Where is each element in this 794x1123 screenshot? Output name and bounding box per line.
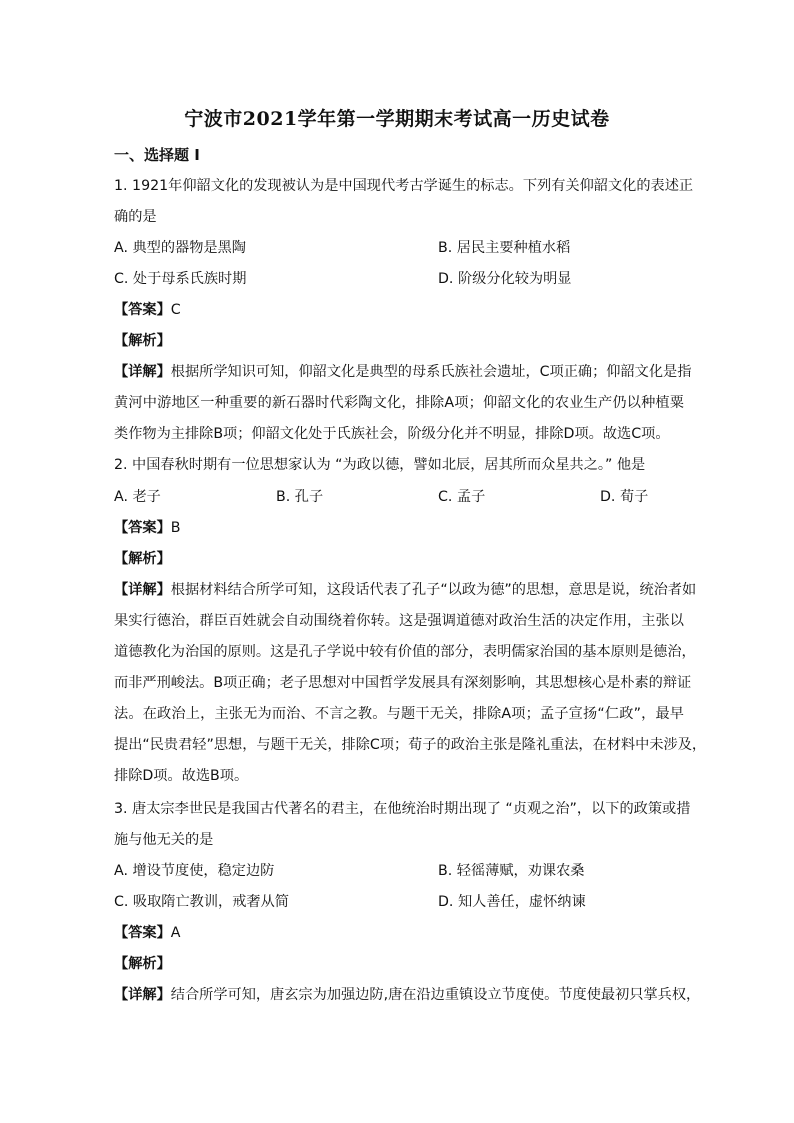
q3-stem-line-2: 施与他无关的是 [114, 832, 214, 848]
section-heading: 一、选择题 I [114, 146, 200, 164]
q2-option-a: A. 老子 [114, 489, 161, 505]
q3-detail-line-1 [114, 985, 701, 1005]
answer-value: B [170, 520, 181, 536]
q3-answer [114, 923, 684, 943]
answer-value: A [170, 925, 181, 941]
q1-detail-line-1 [114, 362, 692, 382]
q2-detail-line-4: 而非严刑峻法。B项正确；老子思想对中国哲学发展具有深刻影响，其思想核心是朴素的辩证 [114, 675, 692, 691]
q1-stem-line-2: 确的是 [114, 209, 157, 225]
q1-answer [114, 300, 684, 320]
q1-analysis-label: 【解析】 [114, 333, 171, 349]
q2-detail-line-3: 道德教化为治国的原则。这是孔子学说中较有价值的部分，表明儒家治国的基本原则是德治， [114, 644, 696, 660]
q2-option-b: B. 孔子 [276, 489, 324, 505]
q3-option-a: A. 增设节度使，稳定边防 [114, 863, 275, 879]
q3-option-b: B. 轻徭薄赋，劝课农桑 [438, 863, 585, 879]
detail-text: 根据所学知识可知，仰韶文化是典型的母系氏族社会遗址，C项正确；仰韶文化是指 [170, 364, 692, 380]
q1-option-c: C. 处于母系氏族时期 [114, 271, 247, 287]
q2-detail-line-5: 法。在政治上，主张无为而治、不言之教。与题干无关，排除A项；孟子宣扬“仁政”，最早 [114, 706, 684, 722]
detail-text: 结合所学可知，唐玄宗为加强边防,唐在沿边重镇设立节度使。节度使最初只掌兵权， [170, 987, 701, 1003]
q2-analysis-label: 【解析】 [114, 551, 171, 567]
q2-option-d: D. 荀子 [600, 489, 649, 505]
q1-stem-line-1: 1. 1921年仰韶文化的发现被认为是中国现代考古学诞生的标志。下列有关仰韶文化的表述正 [114, 178, 694, 194]
answer-label: 【答案】 [114, 302, 171, 318]
q2-detail-line-7: 排除D项。故选B项。 [114, 768, 249, 784]
answer-label: 【答案】 [114, 520, 171, 536]
q2-option-c: C. 孟子 [438, 489, 486, 505]
q3-stem-line-1: 3. 唐太宗李世民是我国古代著名的君主，在他统治时期出现了 “贞观之治”，以下的政策或措 [114, 801, 691, 817]
detail-label: 【详解】 [114, 364, 171, 380]
detail-label: 【详解】 [114, 987, 171, 1003]
q3-analysis-label: 【解析】 [114, 956, 171, 972]
page-title: 宁波市2021学年第一学期期末考试高一历史试卷 [184, 108, 610, 130]
q2-detail-line-2: 果实行德治，群臣百姓就会自动围绕着你转。这是强调道德对政治生活的决定作用，主张以 [114, 613, 684, 629]
q2-stem: 2. 中国春秋时期有一位思想家认为 “为政以德，譬如北辰，居其所而众星共之。” 他是 [114, 457, 646, 473]
answer-label: 【答案】 [114, 925, 171, 941]
detail-text: 根据材料结合所学可知，这段话代表了孔子“以政为德”的思想，意思是说，统治者如 [170, 582, 697, 598]
q3-option-d: D. 知人善任，虚怀纳谏 [438, 894, 586, 910]
q3-option-c: C. 吸取隋亡教训，戒奢从简 [114, 894, 289, 910]
q1-detail-line-2: 黄河中游地区一种重要的新石器时代彩陶文化，排除A项；仰韶文化的农业生产仍以种植粟 [114, 395, 684, 411]
q2-answer [114, 518, 684, 538]
q2-detail-line-6: 提出“民贵君轻”思想，与题干无关，排除C项；荀子的政治主张是隆礼重法，在材料中未涉及， [114, 737, 707, 753]
q2-detail-line-1 [114, 580, 697, 600]
q1-detail-line-3: 类作物为主排除B项；仰韶文化处于氏族社会，阶级分化并不明显，排除D项。故选C项。 [114, 426, 670, 442]
q1-option-a: A. 典型的器物是黑陶 [114, 240, 246, 256]
detail-label: 【详解】 [114, 582, 171, 598]
answer-value: C [170, 302, 181, 318]
q1-option-b: B. 居民主要种植水稻 [438, 240, 571, 256]
q1-option-d: D. 阶级分化较为明显 [438, 271, 572, 287]
